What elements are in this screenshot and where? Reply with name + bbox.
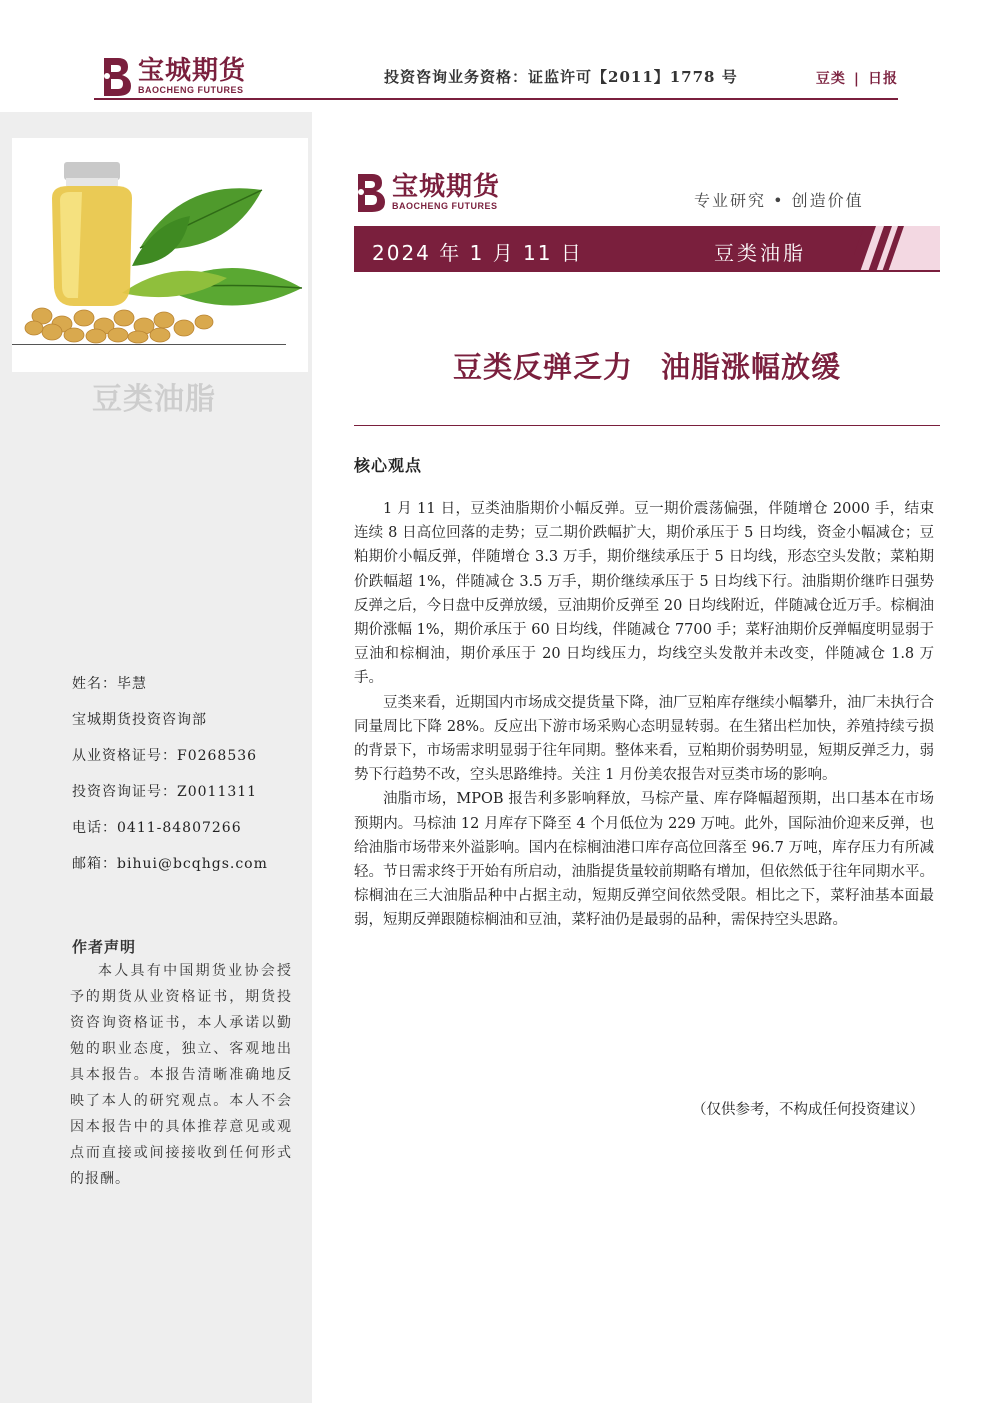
author-email: 邮箱：bihui@bcqhgs.com bbox=[72, 856, 268, 872]
author-name: 姓名：毕慧 bbox=[72, 676, 147, 692]
qualification-text: 投资咨询业务资格：证监许可【2011】1778 号 bbox=[384, 68, 738, 86]
logo-chinese: 宝城期货 bbox=[392, 172, 501, 202]
tag-category: 豆类 bbox=[815, 71, 846, 87]
sidebar bbox=[0, 112, 312, 1403]
banner-stripes-icon bbox=[854, 226, 940, 272]
soybean-oil-photo bbox=[12, 138, 308, 372]
report-body bbox=[354, 497, 934, 933]
tag-type: 日报 bbox=[868, 71, 898, 87]
declaration-title: 作者声明 bbox=[72, 938, 137, 956]
photo-divider bbox=[12, 344, 286, 345]
slogan: 专业研究 • 创造价值 bbox=[694, 191, 864, 210]
author-phone: 电话：0411-84807266 bbox=[72, 820, 242, 836]
baocheng-logo-icon bbox=[98, 54, 134, 98]
date-banner bbox=[354, 226, 940, 272]
banner-bar bbox=[354, 226, 866, 272]
report-headline bbox=[354, 345, 940, 386]
tag-separator: | bbox=[853, 71, 860, 87]
declaration-body: 本人具有中国期货业协会授予的期货从业资格证书，期货投资咨询资格证书，本人承诺以勤勉的职业态度，独立、客观地出具本报告。本报告清晰准确地反映了本人的研究观点。本人不会因本报告中的具体推荐意见或观点而直接或间接接收到任何形式的报酬。 bbox=[70, 963, 292, 1187]
logo-english: BAOCHENG FUTURES bbox=[392, 201, 498, 211]
report-category: 豆类油脂 bbox=[714, 241, 806, 265]
headline-divider bbox=[354, 425, 940, 426]
report-date: 2024 年 1 月 11 日 bbox=[372, 241, 583, 265]
logo-english: BAOCHENG FUTURES bbox=[138, 85, 244, 95]
headline-part2: 油脂涨幅放缓 bbox=[661, 350, 842, 384]
page-header bbox=[94, 50, 898, 100]
disclaimer: （仅供参考，不构成任何投资建议） bbox=[692, 1102, 924, 1118]
soybean-oil-illustration bbox=[12, 138, 308, 344]
author-dept: 宝城期货投资咨询部 bbox=[72, 712, 207, 728]
author-info bbox=[72, 666, 268, 882]
baocheng-logo-icon bbox=[352, 170, 388, 214]
paragraph: 1 月 11 日，豆类油脂期价小幅反弹。豆一期价震荡偏强，伴随增仓 2000 手，结束连续 8 日高位回落的走势；豆二期价跌幅扩大，期价承压于 5 日均线，资金小幅减仓；豆粕期价小幅反弹，伴随增仓 3.3 万手，期价继续承压于 5 日均线，形态空头发散；菜粕期价跌幅超 1%，伴随减仓 3.5 万手，期价继续承压于 5 日均线下行。油脂期价继昨日强势反弹之后，今日盘中反弹放缓，豆油期价反弹至 20 日均线附近，伴随减仓近万手。棕榈油期价涨幅 1%，期价承压于 60 日均线，伴随减仓 7700 手；菜籽油期价反弹幅度明显弱于豆油和棕榈油，期价承压于 20 日均线压力，均线空头发散并未改变，伴随减仓 1.8 万手。 bbox=[354, 501, 934, 687]
header-logo bbox=[98, 54, 246, 98]
sidebar-title: 豆类油脂 bbox=[92, 383, 216, 416]
headline-part1: 豆类反弹乏力 bbox=[452, 350, 633, 384]
section-title: 核心观点 bbox=[354, 456, 423, 475]
logo-chinese: 宝城期货 bbox=[138, 56, 247, 86]
banner-underline bbox=[354, 270, 940, 272]
paragraph: 油脂市场，MPOB 报告利多影响释放，马棕产量、库存降幅超预期，出口基本在市场预期内。马棕油 12 月库存下降至 4 个月低位为 229 万吨。此外，国际油价迎来反弹，也给油脂市场带来外溢影响。国内在棕榈油港口库存高位回落至 96.7 万吨，库存压力有所减轻。节日需求终于开始有所启动，油脂提货量较前期略有增加，但依然低于往年同期水平。棕榈油在三大油脂品种中占据主动，短期反弹空间依然受限。相比之下，菜籽油基本面最弱，短期反弹跟随棕榈油和豆油，菜籽油仍是最弱的品种，需保持空头思路。 bbox=[354, 791, 934, 929]
header-rule bbox=[94, 98, 898, 100]
author-license: 从业资格证号：F0268536 bbox=[72, 748, 258, 764]
author-advisory-license: 投资咨询证号：Z0011311 bbox=[72, 784, 258, 800]
report-logo bbox=[352, 170, 500, 214]
paragraph: 豆类来看，近期国内市场成交提货量下降，油厂豆粕库存继续小幅攀升，油厂未执行合同量周比下降 28%。反应出下游市场采购心态明显转弱。在生猪出栏加快，养殖持续亏损的背景下，市场需求明显弱于往年同期。整体来看，豆粕期价弱势明显，短期反弹乏力，弱势下行趋势不改，空头思路维持。关注 1 月份美农报告对豆类市场的影响。 bbox=[354, 694, 934, 784]
report-tags bbox=[816, 68, 898, 88]
